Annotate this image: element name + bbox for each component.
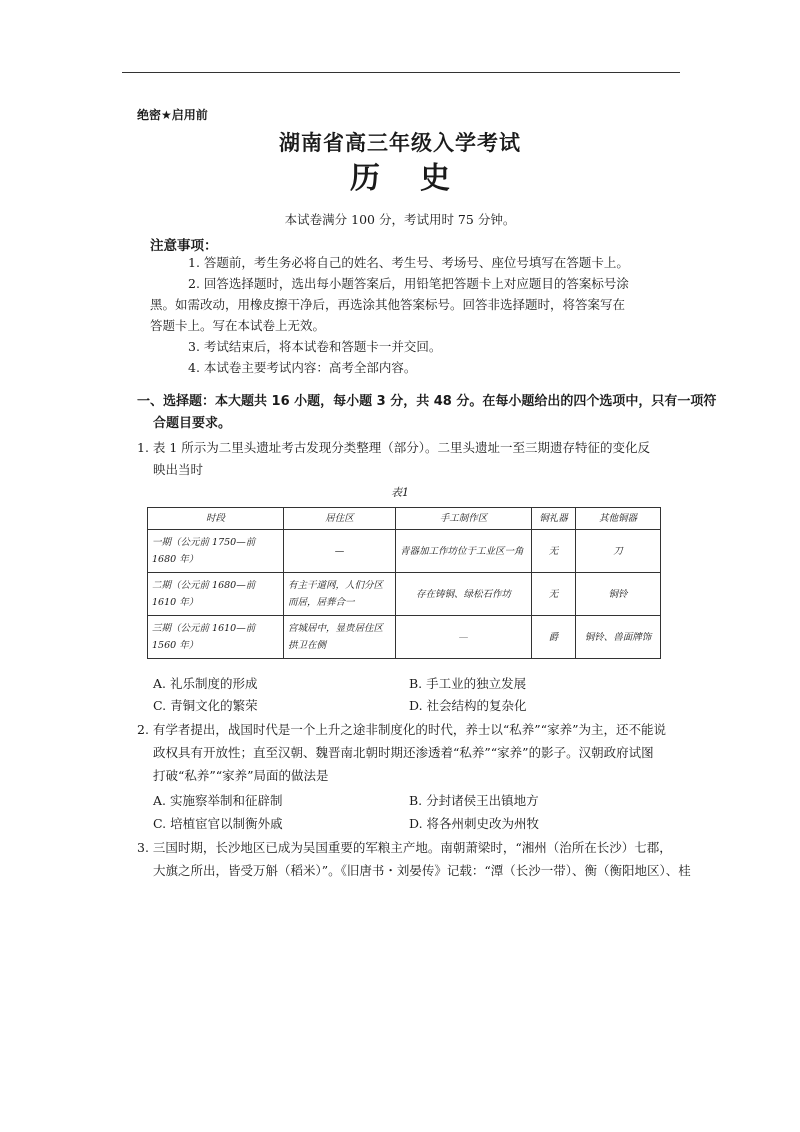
notice-line-5: 3. 考试结束后，将本试卷和答题卡一并交回。: [188, 339, 442, 354]
table-cell: 铜铃、兽面牌饰: [576, 616, 661, 659]
table-cell: 一期（公元前 1750—前 1680 年）: [148, 530, 284, 573]
q2-option-d: D. 将各州刺史改为州牧: [409, 816, 540, 831]
exam-subject: 历史: [350, 161, 490, 196]
q1-stem-line-2: 映出当时: [153, 462, 204, 477]
notice-line-2: 2. 回答选择题时，选出每小题答案后，用铅笔把答题卡上对应题目的答案标号涂: [188, 276, 629, 291]
q1-stem-line-1: 1. 表 1 所示为二里头遗址考古发现分类整理（部分）。二里头遗址一至三期遗存特征的变化反: [137, 440, 651, 455]
q2-option-c: C. 培植宦官以制衡外戚: [153, 816, 283, 831]
table-row: [148, 616, 661, 659]
section-heading-line-1: 一、选择题：本大题共 16 小题，每小题 3 分，共 48 分。在每小题给出的四个选项中，只有一项符: [137, 394, 717, 409]
table-caption: 表1: [391, 486, 409, 499]
table-cell: 有主干道网，人们分区而居，居葬合一: [284, 573, 396, 616]
notice-line-1: 1. 答题前，考生务必将自己的姓名、考生号、考场号、座位号填写在答题卡上。: [188, 255, 629, 270]
table-cell: 三期（公元前 1610—前 1560 年）: [148, 616, 284, 659]
table-cell: 二期（公元前 1680—前 1610 年）: [148, 573, 284, 616]
table-header-cell: 手工制作区: [396, 508, 532, 530]
table-cell: 爵: [532, 616, 576, 659]
q2-stem-line-1: 2. 有学者提出，战国时代是一个上升之途非制度化的时代，养士以“私养”“家养”为主，还不能说: [137, 722, 666, 737]
table-header-row: [148, 508, 661, 530]
table-cell: —: [284, 530, 396, 573]
q3-stem-line-1: 3. 三国时期，长沙地区已成为吴国重要的军粮主产地。南朝萧梁时，“湘州（治所在长沙）七郡，: [137, 840, 672, 855]
q1-option-d: D. 社会结构的复杂化: [409, 698, 527, 713]
q1-option-c: C. 青铜文化的繁荣: [153, 698, 258, 713]
notice-heading: 注意事项：: [150, 238, 218, 254]
notice-line-6: 4. 本试卷主要考试内容：高考全部内容。: [188, 360, 417, 375]
q2-stem-line-2: 政权具有开放性；直至汉朝、魏晋南北朝时期还渗透着“私养”“家养”的影子。汉朝政府试图: [153, 745, 654, 760]
q3-stem-line-2: 大旗之所出，皆受万斛（稻米）”。《旧唐书・刘晏传》记载：“潭（长沙一带）、衡（衡阳地区）、桂: [153, 863, 691, 878]
top-rule: [122, 72, 680, 73]
q1-option-a: A. 礼乐制度的形成: [153, 676, 258, 691]
archaeology-table: [147, 507, 661, 659]
table-cell: 宫城居中，显贵居住区拱卫在侧: [284, 616, 396, 659]
notice-line-3: 黑。如需改动，用橡皮擦干净后，再选涂其他答案标号。回答非选择题时，将答案写在: [150, 297, 626, 312]
table-cell: —: [396, 616, 532, 659]
table-header-cell: 铜礼器: [532, 508, 576, 530]
q2-option-b: B. 分封诸侯王出镇地方: [409, 793, 539, 808]
table-cell: 铜铃: [576, 573, 661, 616]
table-cell: 无: [532, 573, 576, 616]
q2-stem-line-3: 打破“私养”“家养”局面的做法是: [153, 768, 329, 783]
table-row: [148, 530, 661, 573]
q2-option-a: A. 实施察举制和征辟制: [153, 793, 283, 808]
exam-title: 湖南省高三年级入学考试: [279, 131, 521, 155]
table-cell: 存在铸铜、绿松石作坊: [396, 573, 532, 616]
table-cell: 无: [532, 530, 576, 573]
table-cell: 刀: [576, 530, 661, 573]
table-header-cell: 其他铜器: [576, 508, 661, 530]
table-header-cell: 时段: [148, 508, 284, 530]
section-heading-line-2: 合题目要求。: [153, 416, 232, 431]
secret-label: 绝密★启用前: [137, 108, 208, 122]
table-row: [148, 573, 661, 616]
table-header-cell: 居住区: [284, 508, 396, 530]
score-line: 本试卷满分 100 分，考试用时 75 分钟。: [284, 212, 516, 227]
q1-option-b: B. 手工业的独立发展: [409, 676, 527, 691]
table-cell: 青器加工作坊位于工业区一角: [396, 530, 532, 573]
notice-line-4: 答题卡上。写在本试卷上无效。: [150, 318, 326, 333]
